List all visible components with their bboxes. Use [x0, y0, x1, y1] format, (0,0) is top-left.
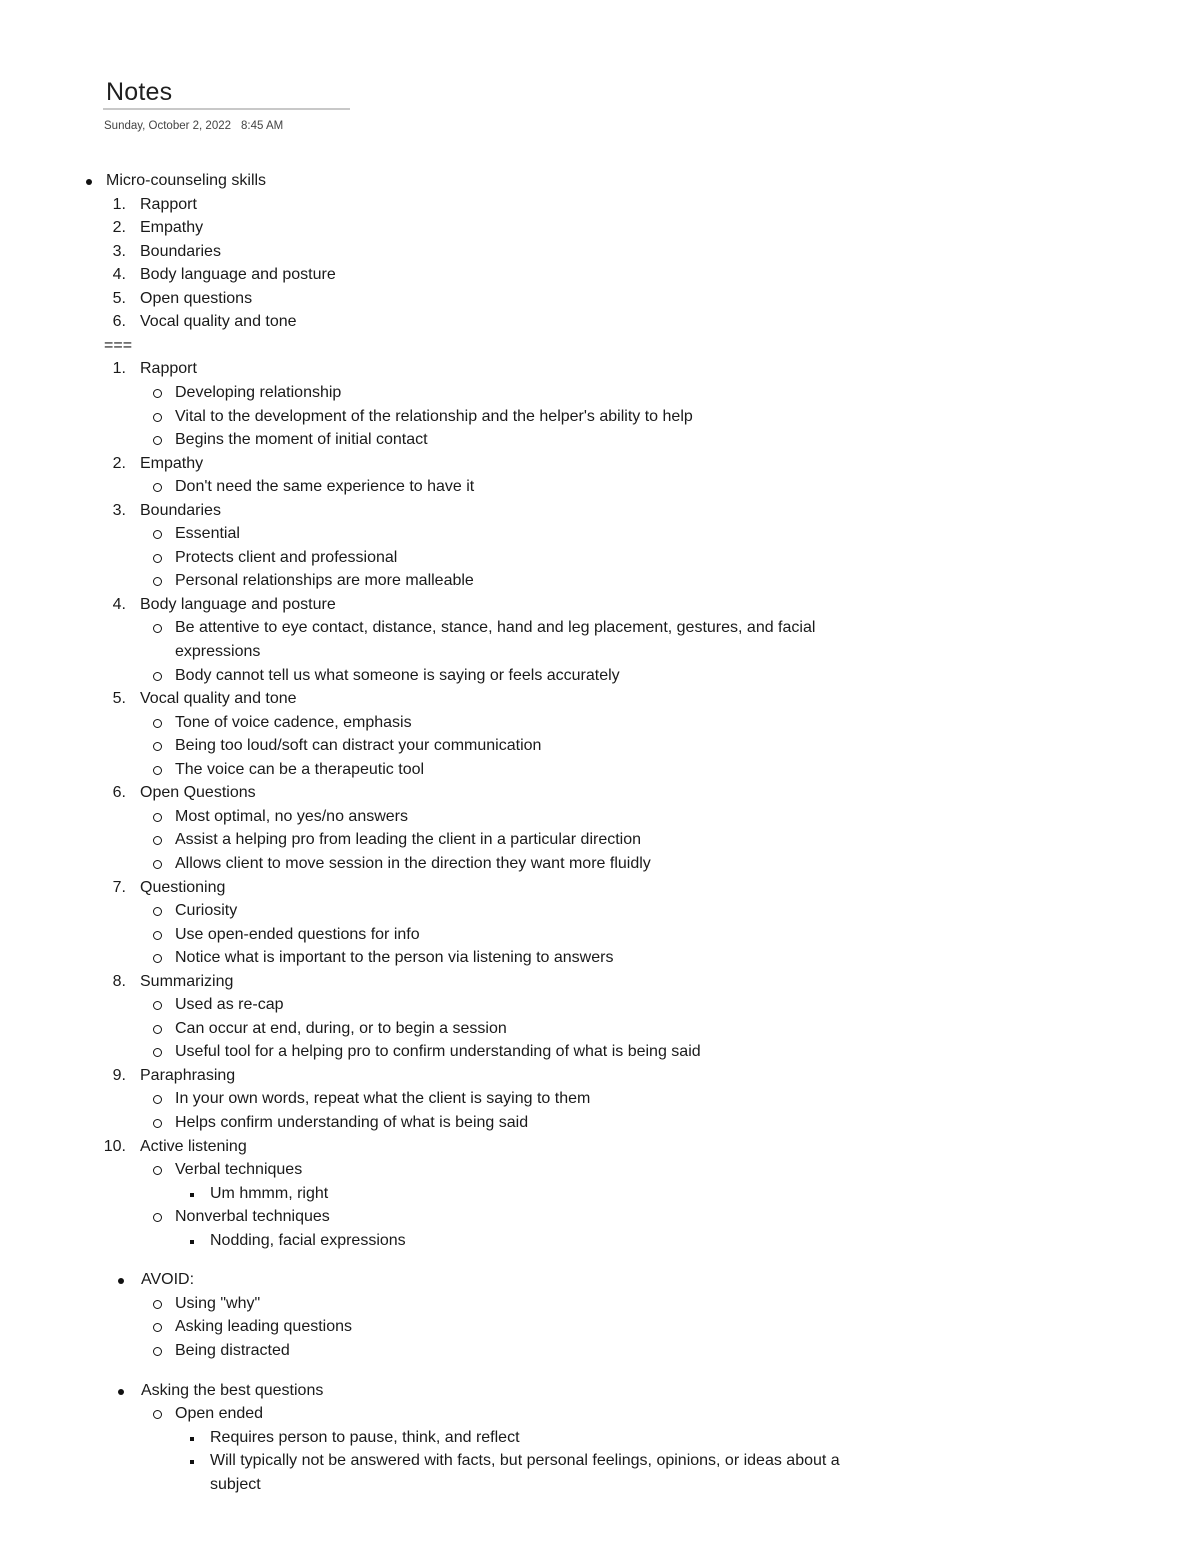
- list-item-text: Be attentive to eye contact, distance, stance, hand and leg placement, gestures, and facial: [175, 619, 816, 637]
- list-item-text: Open ended: [175, 1405, 264, 1423]
- bullet-icon: [153, 1323, 162, 1332]
- list-item-text: Body language and posture: [140, 266, 336, 284]
- list-item-text: Micro-counseling skills: [106, 172, 267, 189]
- list-item-text: Questioning: [140, 878, 226, 896]
- list-item-text: Assist a helping pro from leading the client in a particular direction: [175, 831, 642, 849]
- bullet-icon: [153, 389, 162, 398]
- list-item-text: Don't need the same experience to have it: [175, 478, 475, 496]
- bullet-icon: [153, 483, 162, 492]
- bullet-icon: [190, 1193, 194, 1197]
- list-number: 5.: [112, 690, 126, 708]
- bullet-icon: [86, 179, 92, 185]
- list-item-text: Vocal quality and tone: [140, 690, 297, 708]
- bullet-icon: [153, 766, 162, 775]
- list-item-text: Paraphrasing: [140, 1066, 236, 1084]
- list-item-text: Personal relationships are more malleable: [175, 572, 474, 590]
- list-item-text: Vocal quality and tone: [140, 313, 297, 331]
- bullet-icon: [153, 742, 162, 751]
- list-item-text: Asking leading questions: [175, 1318, 353, 1336]
- bullet-icon: [153, 1025, 162, 1034]
- list-number: 6.: [112, 784, 126, 802]
- bullet-icon: [118, 1278, 124, 1284]
- list-item-text: Requires person to pause, think, and reflect: [210, 1428, 520, 1446]
- list-item-text: AVOID:: [141, 1271, 195, 1289]
- bullet-icon: [190, 1437, 194, 1441]
- list-item-text: ===: [104, 336, 133, 354]
- list-item-text: Open Questions: [140, 784, 256, 802]
- list-number: 10.: [103, 1137, 126, 1155]
- list-item-text: Protects client and professional: [175, 548, 398, 566]
- list-item-text: Asking the best questions: [141, 1381, 324, 1399]
- bullet-icon: [153, 554, 162, 563]
- list-item-text: The voice can be a therapeutic tool: [175, 760, 425, 778]
- list-number: 3.: [112, 242, 126, 260]
- list-item-text: Rapport: [140, 360, 197, 378]
- list-item-text: Nodding, facial expressions: [210, 1231, 406, 1249]
- list-number: 1.: [112, 360, 126, 378]
- list-number: 6.: [112, 313, 126, 331]
- list-item-continuation: subject: [210, 1475, 261, 1493]
- list-item-text: Body language and posture: [140, 595, 336, 613]
- list-item-text: Use open-ended questions for info: [175, 925, 420, 943]
- list-item-text: Um hmmm, right: [210, 1184, 329, 1202]
- bullet-icon: [153, 436, 162, 445]
- page-date: [104, 120, 283, 132]
- bullet-icon: [153, 1001, 162, 1010]
- list-item-text: Helps confirm understanding of what is being said: [175, 1114, 529, 1131]
- list-item-text: In your own words, repeat what the client is saying to them: [175, 1090, 591, 1108]
- bullet-icon: [153, 836, 162, 845]
- page-title: Notes: [106, 78, 173, 106]
- bullet-icon: [118, 1389, 124, 1395]
- list-item-text: Empathy: [140, 454, 204, 472]
- list-item-text: Allows client to move session in the direction they want more fluidly: [175, 854, 651, 872]
- bullet-icon: [190, 1240, 194, 1244]
- list-number: 4.: [112, 595, 126, 613]
- list-item-text: Nonverbal techniques: [175, 1208, 330, 1226]
- list-number: 3.: [112, 501, 126, 519]
- title-underline: [103, 108, 350, 110]
- bullet-icon: [153, 672, 162, 681]
- list-number: 1.: [112, 195, 126, 213]
- list-item-text: Used as re-cap: [175, 996, 284, 1014]
- list-item-text: Using "why": [175, 1294, 261, 1312]
- bullet-icon: [153, 1300, 162, 1309]
- list-item-text: Vital to the development of the relationship and the helper's ability to help: [175, 407, 693, 425]
- list-item-text: Developing relationship: [175, 383, 342, 401]
- list-number: 2.: [112, 219, 126, 237]
- bullet-icon: [153, 1048, 162, 1057]
- list-item-text: Being too loud/soft can distract your communication: [175, 737, 542, 755]
- list-item-text: Essential: [175, 525, 240, 543]
- list-item-text: Boundaries: [140, 242, 221, 260]
- list-item-text: Body cannot tell us what someone is saying or feels accurately: [175, 666, 620, 684]
- bullet-icon: [153, 1213, 162, 1222]
- list-item-text: Most optimal, no yes/no answers: [175, 807, 408, 825]
- bullet-icon: [153, 1119, 162, 1128]
- bullet-icon: [153, 530, 162, 539]
- list-item-text: Will typically not be answered with facts, but personal feelings, opinions, or ideas about a: [210, 1452, 840, 1470]
- list-item-text: Summarizing: [140, 972, 234, 990]
- list-item-text: Being distracted: [175, 1341, 290, 1359]
- bullet-icon: [153, 1166, 162, 1175]
- bullet-icon: [153, 1095, 162, 1104]
- bullet-icon: [153, 719, 162, 728]
- time-text: 8:45 AM: [241, 120, 284, 132]
- list-item-text: Empathy: [140, 219, 204, 237]
- list-item-text: Verbal techniques: [175, 1161, 303, 1179]
- list-number: 9.: [112, 1066, 126, 1084]
- list-item-continuation: expressions: [175, 643, 261, 660]
- bullet-icon: [153, 413, 162, 422]
- bullet-icon: [153, 860, 162, 869]
- bullet-icon: [153, 1347, 162, 1356]
- list-item-text: Open questions: [140, 289, 253, 307]
- list-item-text: Boundaries: [140, 501, 221, 519]
- list-item-text: Curiosity: [175, 902, 238, 920]
- list-item-text: Rapport: [140, 195, 197, 213]
- date-text: Sunday, October 2, 2022: [104, 120, 232, 132]
- bullet-icon: [153, 813, 162, 822]
- bullet-icon: [153, 577, 162, 586]
- bullet-icon: [153, 1410, 162, 1419]
- list-item-text: Active listening: [140, 1137, 247, 1155]
- list-number: 8.: [112, 972, 126, 990]
- list-item-text: Notice what is important to the person via listening to answers: [175, 949, 614, 967]
- list-number: 7.: [112, 878, 126, 896]
- list-item-text: Begins the moment of initial contact: [175, 431, 428, 449]
- list-item-text: Tone of voice cadence, emphasis: [175, 713, 412, 731]
- list-item-text: Can occur at end, during, or to begin a session: [175, 1019, 507, 1037]
- list-number: 4.: [112, 266, 126, 284]
- list-item-text: Useful tool for a helping pro to confirm understanding of what is being said: [175, 1043, 701, 1061]
- bullet-icon: [153, 907, 162, 916]
- bullet-icon: [153, 931, 162, 940]
- bullet-icon: [153, 954, 162, 963]
- bullet-icon: [190, 1460, 194, 1464]
- list-number: 2.: [112, 454, 126, 472]
- list-number: 5.: [112, 289, 126, 307]
- bullet-icon: [153, 624, 162, 633]
